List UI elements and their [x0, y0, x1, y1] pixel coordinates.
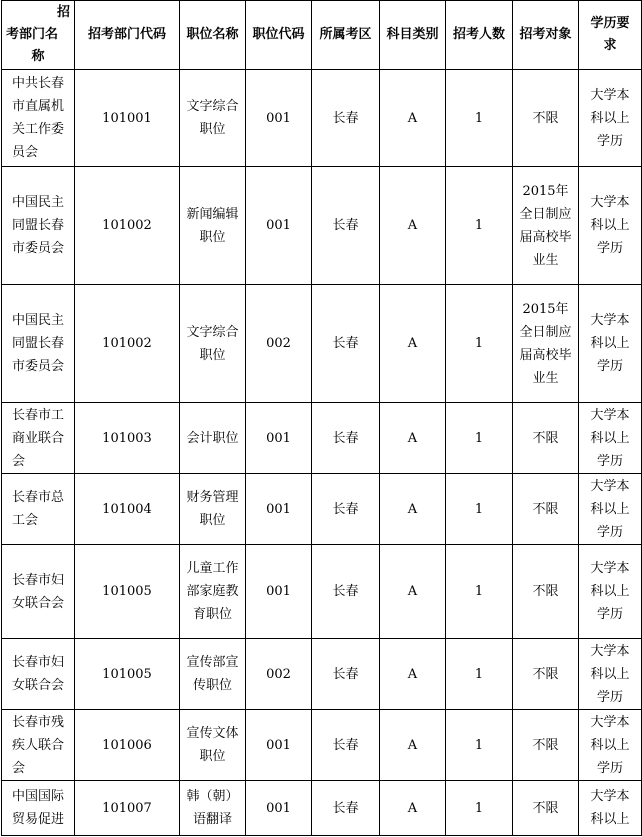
cell-target: 不限: [513, 639, 579, 710]
cell-area: 长春: [312, 403, 380, 474]
cell-position: 宣传部宣传职位: [180, 639, 246, 710]
cell-count: 1: [446, 285, 513, 403]
cell-dept-code: 101002: [75, 167, 180, 285]
cell-position-code: 001: [246, 474, 312, 545]
cell-dept-code: 101001: [75, 70, 180, 167]
cell-position-code: 002: [246, 285, 312, 403]
table-row: [2, 781, 642, 836]
cell-count: 1: [446, 639, 513, 710]
cell-subject: A: [380, 710, 446, 781]
cell-target: 不限: [513, 70, 579, 167]
cell-education: 大学本科以上: [579, 781, 642, 836]
table-row: [2, 403, 642, 474]
cell-dept-code: 101005: [75, 639, 180, 710]
header-dept-line3: 称: [31, 49, 45, 64]
cell-area: 长春: [312, 167, 380, 285]
header-dept-code: 招考部门代码: [75, 1, 180, 70]
cell-dept: 中国民主同盟长春市委员会: [2, 167, 75, 285]
header-exam-area: 所属考区: [312, 1, 380, 70]
cell-target: 不限: [513, 474, 579, 545]
header-education: 学历要求: [579, 1, 642, 70]
cell-position-code: 001: [246, 70, 312, 167]
cell-subject: A: [380, 285, 446, 403]
cell-position-code: 002: [246, 639, 312, 710]
cell-dept: 中共长春市直属机关工作委员会: [2, 70, 75, 167]
cell-dept: 长春市妇女联合会: [2, 545, 75, 639]
header-num-hires: 招考人数: [446, 1, 513, 70]
table-row: [2, 545, 642, 639]
cell-area: 长春: [312, 474, 380, 545]
cell-education: 大学本科以上学历: [579, 167, 642, 285]
cell-education: 大学本科以上学历: [579, 474, 642, 545]
header-target: 招考对象: [513, 1, 579, 70]
cell-dept: 中国民主同盟长春市委员会: [2, 285, 75, 403]
cell-education: 大学本科以上学历: [579, 710, 642, 781]
cell-area: 长春: [312, 285, 380, 403]
cell-area: 长春: [312, 545, 380, 639]
header-subject-type: 科目类别: [380, 1, 446, 70]
cell-education: 大学本科以上学历: [579, 70, 642, 167]
cell-count: 1: [446, 474, 513, 545]
cell-position: 财务管理职位: [180, 474, 246, 545]
cell-dept: 长春市妇女联合会: [2, 639, 75, 710]
cell-position: 新闻编辑职位: [180, 167, 246, 285]
cell-position-code: 001: [246, 781, 312, 836]
cell-area: 长春: [312, 639, 380, 710]
table-row: [2, 70, 642, 167]
cell-subject: A: [380, 167, 446, 285]
cell-dept-code: 101007: [75, 781, 180, 836]
cell-position-code: 001: [246, 545, 312, 639]
cell-target: 不限: [513, 403, 579, 474]
cell-dept-code: 101006: [75, 710, 180, 781]
table-row: [2, 474, 642, 545]
cell-education: 大学本科以上学历: [579, 285, 642, 403]
table-row: [2, 710, 642, 781]
cell-count: 1: [446, 545, 513, 639]
header-dept-line1: 招: [56, 5, 70, 20]
cell-target: 不限: [513, 781, 579, 836]
cell-position: 韩（朝）语翻译: [180, 781, 246, 836]
cell-position: 宣传文体职位: [180, 710, 246, 781]
cell-subject: A: [380, 70, 446, 167]
cell-position-code: 001: [246, 167, 312, 285]
cell-education: 大学本科以上学历: [579, 545, 642, 639]
cell-subject: A: [380, 639, 446, 710]
cell-dept-code: 101003: [75, 403, 180, 474]
cell-target: 2015年全日制应届高校毕业生: [513, 285, 579, 403]
cell-subject: A: [380, 474, 446, 545]
table-row: [2, 285, 642, 403]
cell-target: 2015年全日制应届高校毕业生: [513, 167, 579, 285]
cell-subject: A: [380, 403, 446, 474]
cell-target: 不限: [513, 545, 579, 639]
header-row: [2, 1, 642, 70]
cell-dept: 长春市总工会: [2, 474, 75, 545]
cell-count: 1: [446, 781, 513, 836]
cell-position: 文字综合职位: [180, 285, 246, 403]
cell-count: 1: [446, 710, 513, 781]
cell-subject: A: [380, 545, 446, 639]
cell-position-code: 001: [246, 710, 312, 781]
cell-dept-code: 101005: [75, 545, 180, 639]
header-position-code: 职位代码: [246, 1, 312, 70]
cell-position: 文字综合职位: [180, 70, 246, 167]
cell-dept: 长春市残疾人联合会: [2, 710, 75, 781]
cell-dept: 长春市工商业联合会: [2, 403, 75, 474]
cell-area: 长春: [312, 710, 380, 781]
table-row: [2, 167, 642, 285]
cell-education: 大学本科以上学历: [579, 403, 642, 474]
cell-education: 大学本科以上学历: [579, 639, 642, 710]
cell-dept: 中国国际贸易促进: [2, 781, 75, 836]
cell-count: 1: [446, 403, 513, 474]
header-dept: [2, 1, 75, 70]
recruitment-table: [1, 0, 642, 836]
table-row: [2, 639, 642, 710]
cell-target: 不限: [513, 710, 579, 781]
cell-position-code: 001: [246, 403, 312, 474]
cell-position: 会计职位: [180, 403, 246, 474]
cell-subject: A: [380, 781, 446, 836]
cell-count: 1: [446, 167, 513, 285]
cell-dept-code: 101004: [75, 474, 180, 545]
header-position-name: 职位名称: [180, 1, 246, 70]
cell-area: 长春: [312, 781, 380, 836]
cell-area: 长春: [312, 70, 380, 167]
cell-dept-code: 101002: [75, 285, 180, 403]
cell-position: 儿童工作部家庭教育职位: [180, 545, 246, 639]
header-dept-line2: 考部门名: [6, 27, 59, 42]
cell-count: 1: [446, 70, 513, 167]
